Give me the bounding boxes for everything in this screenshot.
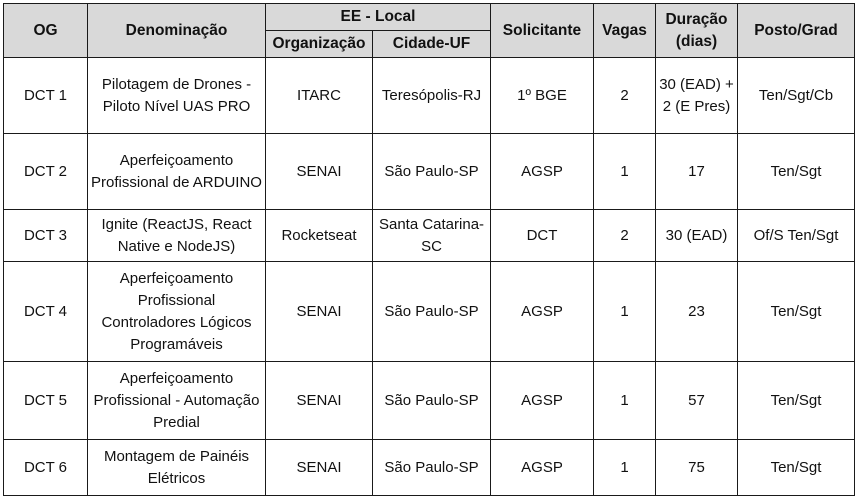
header-duracao: Duração (dias) [656,4,738,58]
cell-solicitante: AGSP [491,362,594,440]
cell-og: DCT 1 [4,58,88,134]
cell-vagas: 1 [594,362,656,440]
cell-duracao: 17 [656,134,738,210]
header-ee-local: EE - Local [266,4,491,31]
cell-duracao: 30 (EAD) [656,210,738,262]
cell-cidade-uf: São Paulo-SP [373,440,491,496]
cell-solicitante: DCT [491,210,594,262]
cell-posto-grad: Ten/Sgt [738,440,855,496]
cell-duracao: 57 [656,362,738,440]
header-denominacao: Denominação [88,4,266,58]
cell-og: DCT 3 [4,210,88,262]
cell-denominacao: Pilotagem de Drones - Piloto Nível UAS PRO [88,58,266,134]
courses-table [3,3,855,496]
cell-denominacao: Montagem de Painéis Elétricos [88,440,266,496]
cell-og: DCT 6 [4,440,88,496]
cell-vagas: 1 [594,262,656,362]
header-solicitante: Solicitante [491,4,594,58]
table-row [4,58,855,134]
cell-denominacao: Aperfeiçoamento Profissional Controladores Lógicos Programáveis [88,262,266,362]
header-cidade-uf: Cidade-UF [373,31,491,58]
header-organizacao: Organização [266,31,373,58]
cell-vagas: 1 [594,134,656,210]
cell-duracao: 30 (EAD) + 2 (E Pres) [656,58,738,134]
cell-cidade-uf: São Paulo-SP [373,134,491,210]
table-row [4,440,855,496]
cell-denominacao: Aperfeiçoamento Profissional - Automação Predial [88,362,266,440]
cell-denominacao: Ignite (ReactJS, React Native e NodeJS) [88,210,266,262]
cell-cidade-uf: São Paulo-SP [373,362,491,440]
cell-vagas: 2 [594,58,656,134]
cell-og: DCT 5 [4,362,88,440]
cell-posto-grad: Ten/Sgt/Cb [738,58,855,134]
cell-duracao: 23 [656,262,738,362]
cell-vagas: 1 [594,440,656,496]
header-og: OG [4,4,88,58]
header-vagas: Vagas [594,4,656,58]
table-row [4,210,855,262]
cell-organizacao: SENAI [266,362,373,440]
cell-solicitante: AGSP [491,440,594,496]
cell-posto-grad: Ten/Sgt [738,362,855,440]
cell-solicitante: 1º BGE [491,58,594,134]
table-header [4,4,855,58]
cell-solicitante: AGSP [491,262,594,362]
table-row [4,134,855,210]
cell-posto-grad: Ten/Sgt [738,134,855,210]
cell-denominacao: Aperfeiçoamento Profissional de ARDUINO [88,134,266,210]
cell-vagas: 2 [594,210,656,262]
cell-og: DCT 2 [4,134,88,210]
cell-organizacao: ITARC [266,58,373,134]
cell-organizacao: Rocketseat [266,210,373,262]
cell-posto-grad: Of/S Ten/Sgt [738,210,855,262]
cell-posto-grad: Ten/Sgt [738,262,855,362]
cell-organizacao: SENAI [266,440,373,496]
cell-cidade-uf: Teresópolis-RJ [373,58,491,134]
cell-cidade-uf: São Paulo-SP [373,262,491,362]
table-row [4,262,855,362]
cell-solicitante: AGSP [491,134,594,210]
header-posto-grad: Posto/Grad [738,4,855,58]
cell-cidade-uf: Santa Catarina-SC [373,210,491,262]
cell-organizacao: SENAI [266,134,373,210]
cell-organizacao: SENAI [266,262,373,362]
cell-og: DCT 4 [4,262,88,362]
cell-duracao: 75 [656,440,738,496]
table-row [4,362,855,440]
